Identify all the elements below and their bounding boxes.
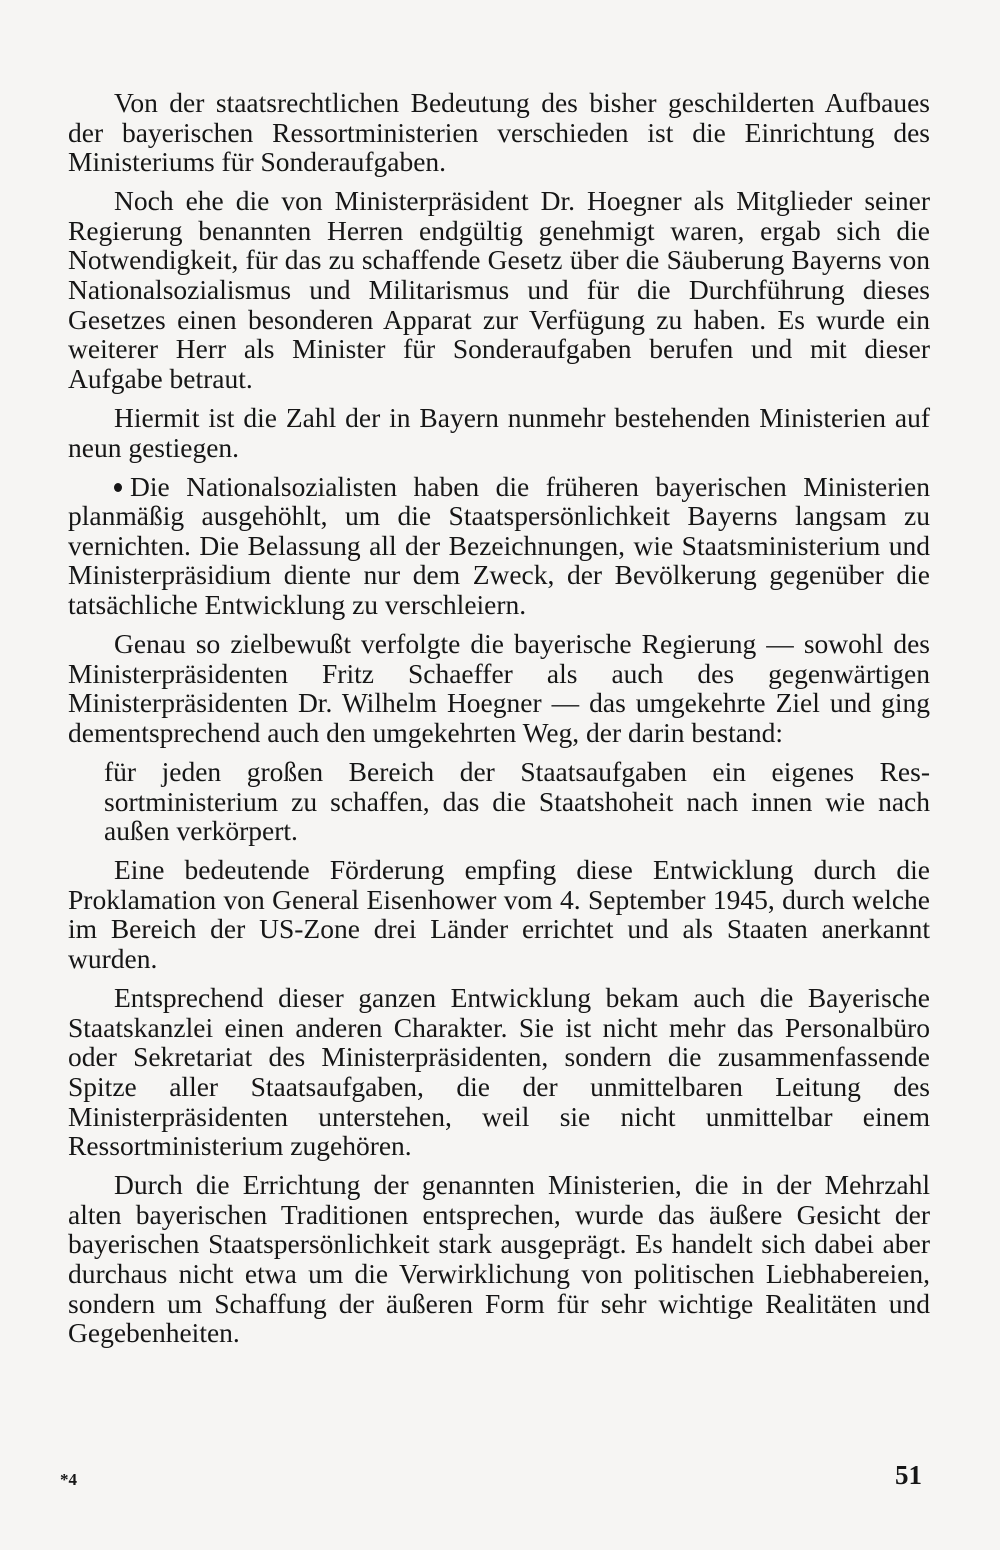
paragraph-3: Hiermit ist die Zahl der in Bayern nunmehr bestehenden Ministerien auf neun gestiegen.: [68, 401, 930, 463]
paragraph-4-text: Die Nationalsozialisten haben die früheren bayerischen Ministerien planmäßig ausgehöhlt, um die Staatspersönlichkeit Bayerns langsam zu vernichten. Die Belassung all der Bezeichnungen, wie Staatsministerium und Ministerpräsidium diente nur dem Zweck, der Bevölkerung gegenüber die tatsächliche Entwicklung zu verschleiern.: [68, 470, 930, 620]
paragraph-4: [68, 472, 930, 620]
paragraph-7: Eine bedeutende Förderung empfing diese Entwicklung durch die Proklamation von General Eisenhower vom 4. September 1945, durch welche im Bereich der US-Zone drei Länder errichtet und als Staaten anerkannt wurden.: [68, 854, 930, 975]
paragraph-2: Noch ehe die von Ministerpräsident Dr. Hoegner als Mitglieder seiner Regierung benannten Herren endgültig genehmigt waren, ergab sich die Notwendigkeit, für das zu schaffende Gesetz über die Säuberung Bayerns von Nationalsozialismus und Militarismus und für die Durchführung dieses Gesetzes einen besonderen Apparat zur Verfügung zu haben. Es wurde ein weiterer Herr als Minister für Sonderaufgaben berufen und mit dieser Aufgabe betraut.: [68, 185, 930, 394]
bullet-mark-icon: [114, 483, 122, 492]
indented-paragraph: für jeden großen Bereich der Staatsaufgaben ein eigenes Ressortministerium zu schaffen, das die Staatshoheit nach innen wie nach außen verkörpert.: [104, 755, 930, 847]
paragraph-8: Entsprechend dieser ganzen Entwicklung bekam auch die Bayerische Staatskanzlei einen anderen Charakter. Sie ist nicht mehr das Personalbüro oder Sekretariat des Ministerpräsidenten, sondern die zusammenfassende Spitze aller Staatsaufgaben, die der unmittelbaren Leitung des Ministerpräsidenten unterstehen, weil sie nicht unmittelbar einem Ressortministerium zugehören.: [68, 982, 930, 1162]
body-text: [68, 88, 930, 1357]
paragraph-9: Durch die Errichtung der genannten Ministerien, die in der Mehrzahl alten bayerischen Traditionen entsprechen, wurde das äußere Gesicht der bayerischen Staatspersönlichkeit stark ausgeprägt. Es handelt sich dabei aber durchaus nicht etwa um die Verwirklichung von politischen Liebhabereien, sondern um Schaffung der äußeren Form für sehr wichtige Realitäten und Gegebenheiten.: [68, 1169, 930, 1349]
paragraph-5: Genau so zielbewußt verfolgte die bayerische Regierung — sowohl des Ministerpräsidenten Fritz Schaeffer als auch des gegenwärtigen Ministerpräsidenten Dr. Wilhelm Hoegner — das umgekehrte Ziel und ging dementsprechend auch den umgekehrten Weg, der darin bestand:: [68, 628, 930, 748]
paragraph-1: Von der staatsrechtlichen Bedeutung des bisher geschilderten Aufbaues der bayerischen Ressortministerien verschieden ist die Einrichtung des Ministeriums für Sonderaufgaben.: [68, 87, 930, 178]
page-number: 51: [895, 1460, 922, 1490]
signature-mark: *4: [60, 1470, 77, 1489]
